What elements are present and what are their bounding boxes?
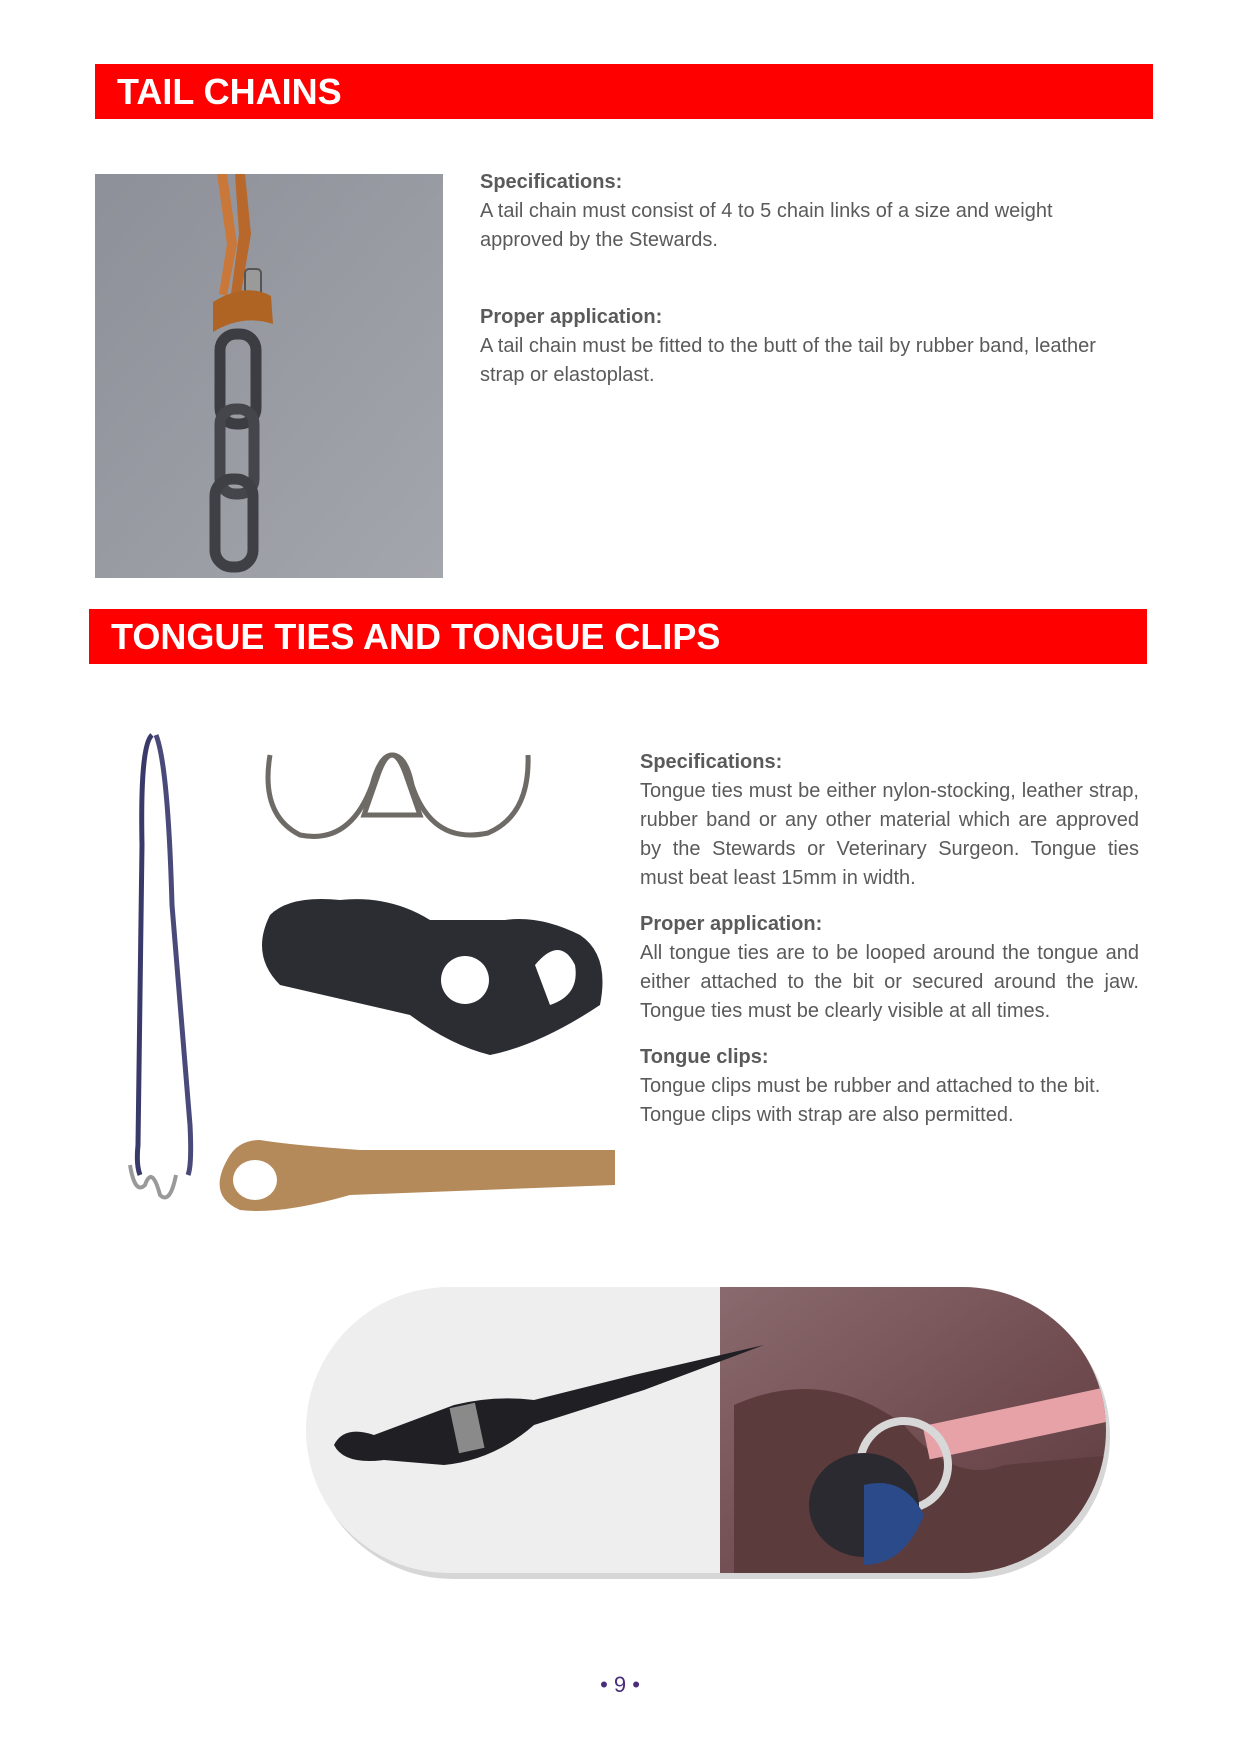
tail-chain-photo <box>95 174 443 578</box>
application-text: All tongue ties are to be looped around the tongue and either attached to the bit or secured around the jaw. Tongue ties must be clearly visible at all times. <box>640 942 1139 1022</box>
tongue-tie-equipment-photo <box>110 725 630 1225</box>
tail-chains-heading: TAIL CHAINS <box>95 64 1153 119</box>
tongue-ties-heading: TONGUE TIES AND TONGUE CLIPS <box>89 609 1147 664</box>
specifications-text: Tongue ties must be either nylon-stocking, leather strap, rubber band or any other material which are approved by the Stewards or Veterinary Surgeon. Tongue ties must beat least 15mm in width. <box>640 780 1139 889</box>
specifications-label: Specifications: <box>640 751 783 773</box>
tongue-clips-text-2: Tongue clips with strap are also permitted. <box>640 1104 1014 1126</box>
application-label: Proper application: <box>640 913 823 935</box>
specifications-label: Specifications: <box>480 171 623 193</box>
tongue-ties-specs <box>640 748 1139 1130</box>
tail-chains-specs <box>480 168 1140 390</box>
application-label: Proper application: <box>480 306 663 328</box>
tongue-clips-label: Tongue clips: <box>640 1046 769 1068</box>
page-number: • 9 • <box>600 1672 640 1697</box>
tongue-clip-photo <box>304 1285 1114 1583</box>
application-text: A tail chain must be fitted to the butt of the tail by rubber band, leather strap or elastoplast. <box>480 335 1096 386</box>
specifications-text: A tail chain must consist of 4 to 5 chain links of a size and weight approved by the Stewards. <box>480 200 1053 251</box>
tongue-clips-text-1: Tongue clips must be rubber and attached to the bit. <box>640 1075 1101 1097</box>
